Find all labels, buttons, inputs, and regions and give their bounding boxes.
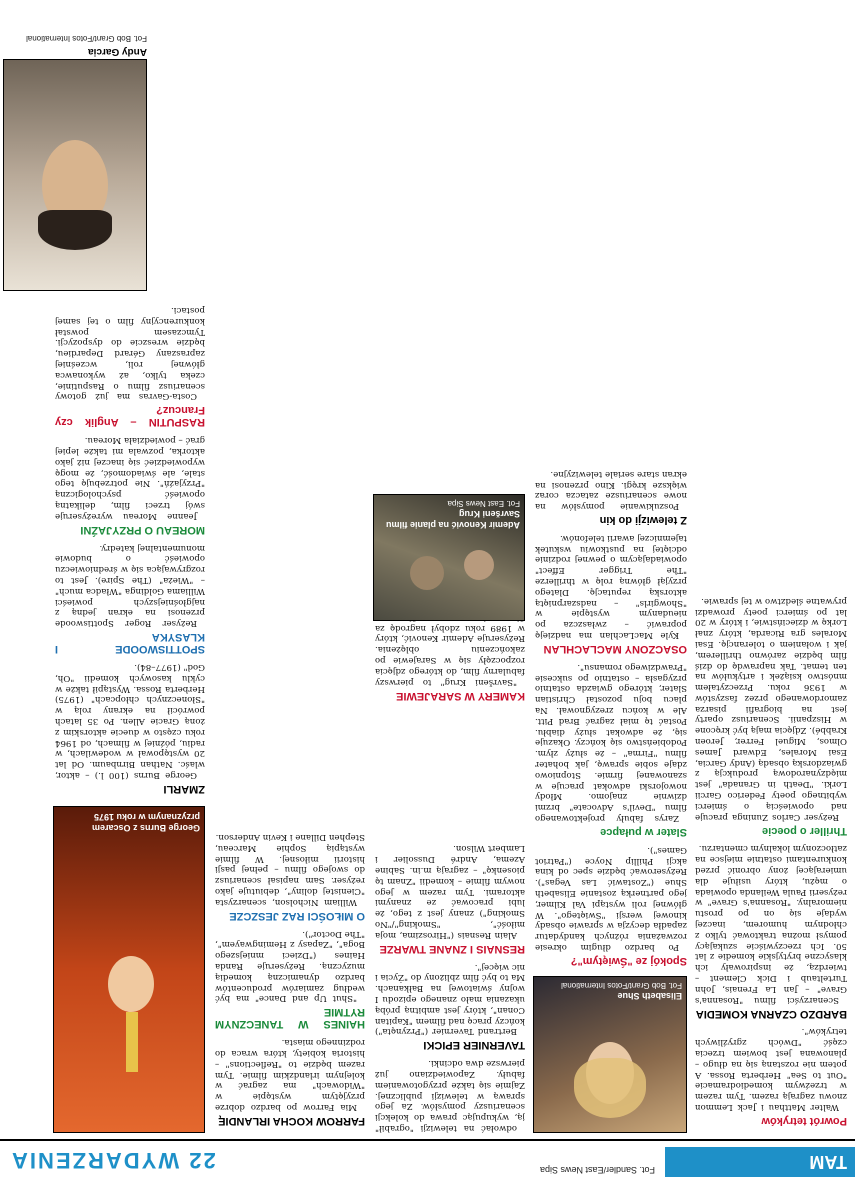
article-text: Reżyser Roger Spottiswoode przenosi na ekran jedną z najgłośniejszych powieści Williama Goldinga "Władca much" – "Wieża" (The Spire). Jest to rozgrywająca się w średniowieczu opowieść o budowie monumentalnej katedry.: [55, 542, 205, 629]
photo-elisabeth-shue: [533, 976, 687, 1133]
headline-spokoj-ze-swietym: Spokój ze "Świętym"?: [570, 955, 687, 967]
headline-rasputin-anglik-czy-francuz: RASPUTIN – Anglik czy Francuz?: [55, 404, 205, 429]
figure-shape: [464, 550, 494, 580]
oscar-statue-shape: [126, 1012, 138, 1072]
article-text: Mia Farrow po bardzo dobrze przyjętym występie w "Widowach" ma zagrać w kolejnym irlandzkim filmie. Tym razem będzie to "Reflections" – historia kobiety, która wraca do rodzinnego miasta.: [215, 1037, 365, 1112]
photo-credit: Fot. Bob Grant/Fotos International: [26, 34, 147, 43]
photo-spacer: [375, 708, 525, 840]
hair-shape: [38, 210, 112, 250]
photo-andy-garcia: [3, 59, 147, 291]
article-text: Alain Resnais ("Hiroszima, moja miłość", "Smoking"/"No Smoking") znany jest z tego, że lubi pracować ze znanymi aktorami. Tym razem w jego nowym filmie – komedii "Znam tę piosenkę" – zagrają m.in. Sabine Azema, André Dussolier i Lambert Wilson.: [375, 843, 525, 940]
photo-caption: George Burns z Oscarem przyznanym w roku 1975: [91, 812, 200, 833]
headline-zmarli: ZMARLI: [163, 783, 205, 795]
headline-farrow-kocha-irlandie: FARROW KOCHA IRLANDIĘ: [218, 1115, 365, 1127]
headline-o-milosci-raz-jeszcze: O MIŁOŚCI RAZ JESZCZE: [229, 909, 365, 922]
page-number-section: 22 WYDARZENIA: [10, 1148, 216, 1173]
photo-george-burns: [53, 806, 205, 1133]
headline-spottiswoode-i-klasyka: SPOTTISWOODE I KLASYKA: [55, 631, 205, 656]
hair-shape: [574, 1058, 646, 1118]
headline-slater-w-pulapce: Slater w pułapce: [600, 826, 687, 839]
article-text: William Nicholson, scenarzysta "Cienistej doliny", debiutuje jako reżyser. Sam napisał scenariusz do swojego filmu – pełnej pasji historii miłosnej. W filmie wystąpią Sophie Marceau, Stephen Dillane i Kevin Anderson.: [215, 832, 365, 907]
article-text: Poszukiwanie pomysłów na nowe scenariusze zatacza coraz większe kręgi. Kino przenosi na ekran stare seriale telewizyjne.: [535, 468, 687, 512]
article-text: Bertrand Tavernier ("Przynęta") kończy pracę nad filmem "Kapitan Conan", który jest ambitną próbą ukazania mało znanego epizodu I wojny światowej na Bałkanach. Ma to być film zbliżony do "Życia i nic więcej".: [375, 961, 525, 1037]
article-text: Po bardzo długim okresie rozważania różnych kandydatur zapadła decyzja w sprawie obsady kinowej wersji "Świętego". W głównej roli wystąpi Val Kilmer, jego partnerką zostanie Elisabeth Shue ("Zostawić Las Vegas"). Reżyserować będzie spec od kina akcji Phillip Noyce ("Patriot Games").: [535, 844, 687, 952]
section-tab: TAM: [665, 1147, 855, 1177]
headline-haines-w-tanecznym-rytmie: HAINES W TANECZNYM RYTMIE: [215, 1006, 365, 1031]
photo-caption: Ademir Kenović na planie filmu Savršeni Krug: [385, 509, 520, 530]
article-text: Zarys fabuły projektowanego filmu "Devil's Advocate" brzmi dziwnie znajomo. Młody nowojorski adwokat pracuje w szanowanej firmie. Stopniowo zdaje sobie sprawę, jak bohater filmu "Firma" – że służy złym. Podobieństwo się kończy. Okazuje się, że adwokat służy diabłu. Postać tę miał zagrać Brad Pitt. Ale w końcu zrezygnował. Na placu boju pozostał Christian Slater, którego gwiazda ostatnio przygasła – ostatnio po sukcesie "Prawdziwego romansu".: [535, 661, 687, 824]
headline-moreau-o-przyjazni: MOREAU O PRZYJAŹNI: [80, 523, 205, 536]
photo-ademir-kenovic: [373, 494, 525, 621]
photo-name: Andy Garcia: [88, 46, 147, 57]
article-text: odwołać na telewizji "ograbił" ją, wykupując prawa do kolekcji scenariuszy pomysłów. Za jego sprawą w telewizji publicznej. Zajmie się także przygotowaniem fabuły. Zapowiedziano już pierwsze dwa odcinki.: [375, 1058, 525, 1133]
article-text: Walter Matthau i Jack Lemmon znowu zagrają razem. Tym razem w trzeźwym komediodramacie "Out to Sea" Herberta Rossa. A potem nie rozstaną się na długo – planowana jest bowiem trzecia część "Dwóch zgryźliwych tetryków".: [695, 1026, 847, 1112]
headline-kamery-w-sarajewie: KAMERY W SARAJEWIE: [396, 689, 525, 702]
headline-z-telewizji-do-kin: Z telewizji do kin: [599, 514, 687, 527]
header-credit: Fot. Sandler/East News Sipa: [539, 1165, 655, 1175]
figure-shape: [410, 556, 444, 590]
article-text: Jeanne Moreau wyreżyseruje swój trzeci film, delikatną opowieść psychologiczną "Przyjaźń". Nie potrzebuję tego stale, ale świadomość, że mogę wypowiedzieć się inaczej niż jako aktorka, pozwala mi także lepiej grać – powiedziała Moreau.: [55, 435, 205, 521]
photo-credit: Fot. Bob Grant/Fotos International: [561, 981, 682, 990]
article-text: George Burns (100 l.) – aktor, wlaśc. Nathan Birnbaum. Od lat 20 występował w wodewilach, w radiu, później w filmach, od 1964 roku często w duecie aktorskim z żoną Gracie Allen. Po 35 latach powrócił na ekrany rolą w "Słonecznych chłopcach" (1975) Herberta Rossa. Wystąpił także w cyklu kasowych komedii "Oh, God" (1977–84).: [55, 662, 205, 780]
headline-resnais-i-znane-twarze: RESNAIS I ZNANE TWARZE: [379, 942, 525, 955]
photo-name: Elisabeth Shue: [617, 991, 682, 1001]
headline-thriller-o-poecie: Thriller o poecie: [762, 824, 847, 837]
page-header: [0, 1139, 855, 1181]
headline-bardzo-czarna-komedia: BARDZO CZARNA KOMEDIA: [695, 1007, 847, 1020]
headline-powrot-tetrykow: Powrót tetryków: [761, 1115, 847, 1127]
article-text: Scenarzyści filmu "Rosanna's Grave" – Jan La Frenais, John Turteltaub i Dick Clement – twierdzą, że inspirowały ich klasyczne brytyjskie komedie z lat 50. Ich rzeczywiście szukający pomysł można traktować tylko z chłodnym humorem, inaczej wydaje się on po prostu niemoralny. "Rosanna's Grave" w reżyserii Paula Weilanda opowiada o mężu, który usiłuje dla umierającej żony obronić przed konkurentami ostatnie miejsce na zatłoczonym lokalnym cmentarzu.: [695, 843, 847, 1005]
column-2: [535, 8, 687, 973]
article-text: Costa-Gavras ma już gotowy scenariusz filmu o Rasputinie, czeka tylko, aż wykonawca głównej roli, wcześniej zapraszany Gérard Depardieu, będzie wreszcie do dyspozycji. Tymczasem powstał konkurencyjny film o tej samej postaci.: [55, 305, 205, 402]
article-text: "Savršeni Krug" to pierwszy fabularny film, do którego zdjęcia rozpoczęły się w Sarajewie po zakończeniu oblężenia. Reżyseruje Ademir Kenović, który w 1989 roku zdobył nagrodę za: [375, 622, 525, 687]
headline-tavernier-epicki: TAVERNIER EPICKI: [423, 1039, 525, 1052]
headline-osaczony-maclachlan: OSACZONY MACLACHLAN: [543, 643, 687, 656]
column-1: [695, 8, 847, 1133]
column-4: [215, 8, 365, 1133]
face-shape: [108, 956, 154, 1012]
article-text: Reżyser Carlos Zuninga pracuje nad opowieścią o śmierci wybitnego poety Federico Garcii Lorki. "Death in Granada" jest międzynarodową produkcją z gwiazdorską obsadą (Andy Garcia, Esai Morales, Edward James Olmos, Miguel Ferrer, Jeroen Krabbé). Zdjęcia mają być kręcone w Hiszpanii. Scenariusz oparty jest na biografii pisarza zamordowanego przez faszystów w 1936 roku. Przeczytałem mnóstwo książek i artykułów na ten temat. Tak naprawdę do dziś film będzie zarówno thrillerem, jak i wołaniem o tolerancję. Esai Morales gra Ricarda, który znał Lorkę w dzieciństwie, i który w 20 lat po śmierci poety prowadzi prywatne śledztwo w tej sprawie.: [695, 595, 847, 822]
article-text: "Shut Up and Dance" ma być według zamiarów producentów bardzo dynamiczną komedią muzyczną. Reżyseruje Randa Haines ("Dzieci mniejszego Boga", "Zapasy z Hemingwayem", "The Doctor").: [215, 928, 365, 1004]
article-text: Kyle MacLachlan ma nadzieję poprawić – zwłaszcza po nieudanym występie w "Showgirls" – nadszarpniętą aktorską reputację. Dlatego przyjął główną rolę w thrillerze "The Trigger Effect" opowiadającym o pewnej rodzinie odciętej na pustkowiu wskutek tajemniczej awarii telefonów.: [535, 532, 687, 641]
photo-credit: Fot. East News Sipa: [447, 499, 520, 508]
